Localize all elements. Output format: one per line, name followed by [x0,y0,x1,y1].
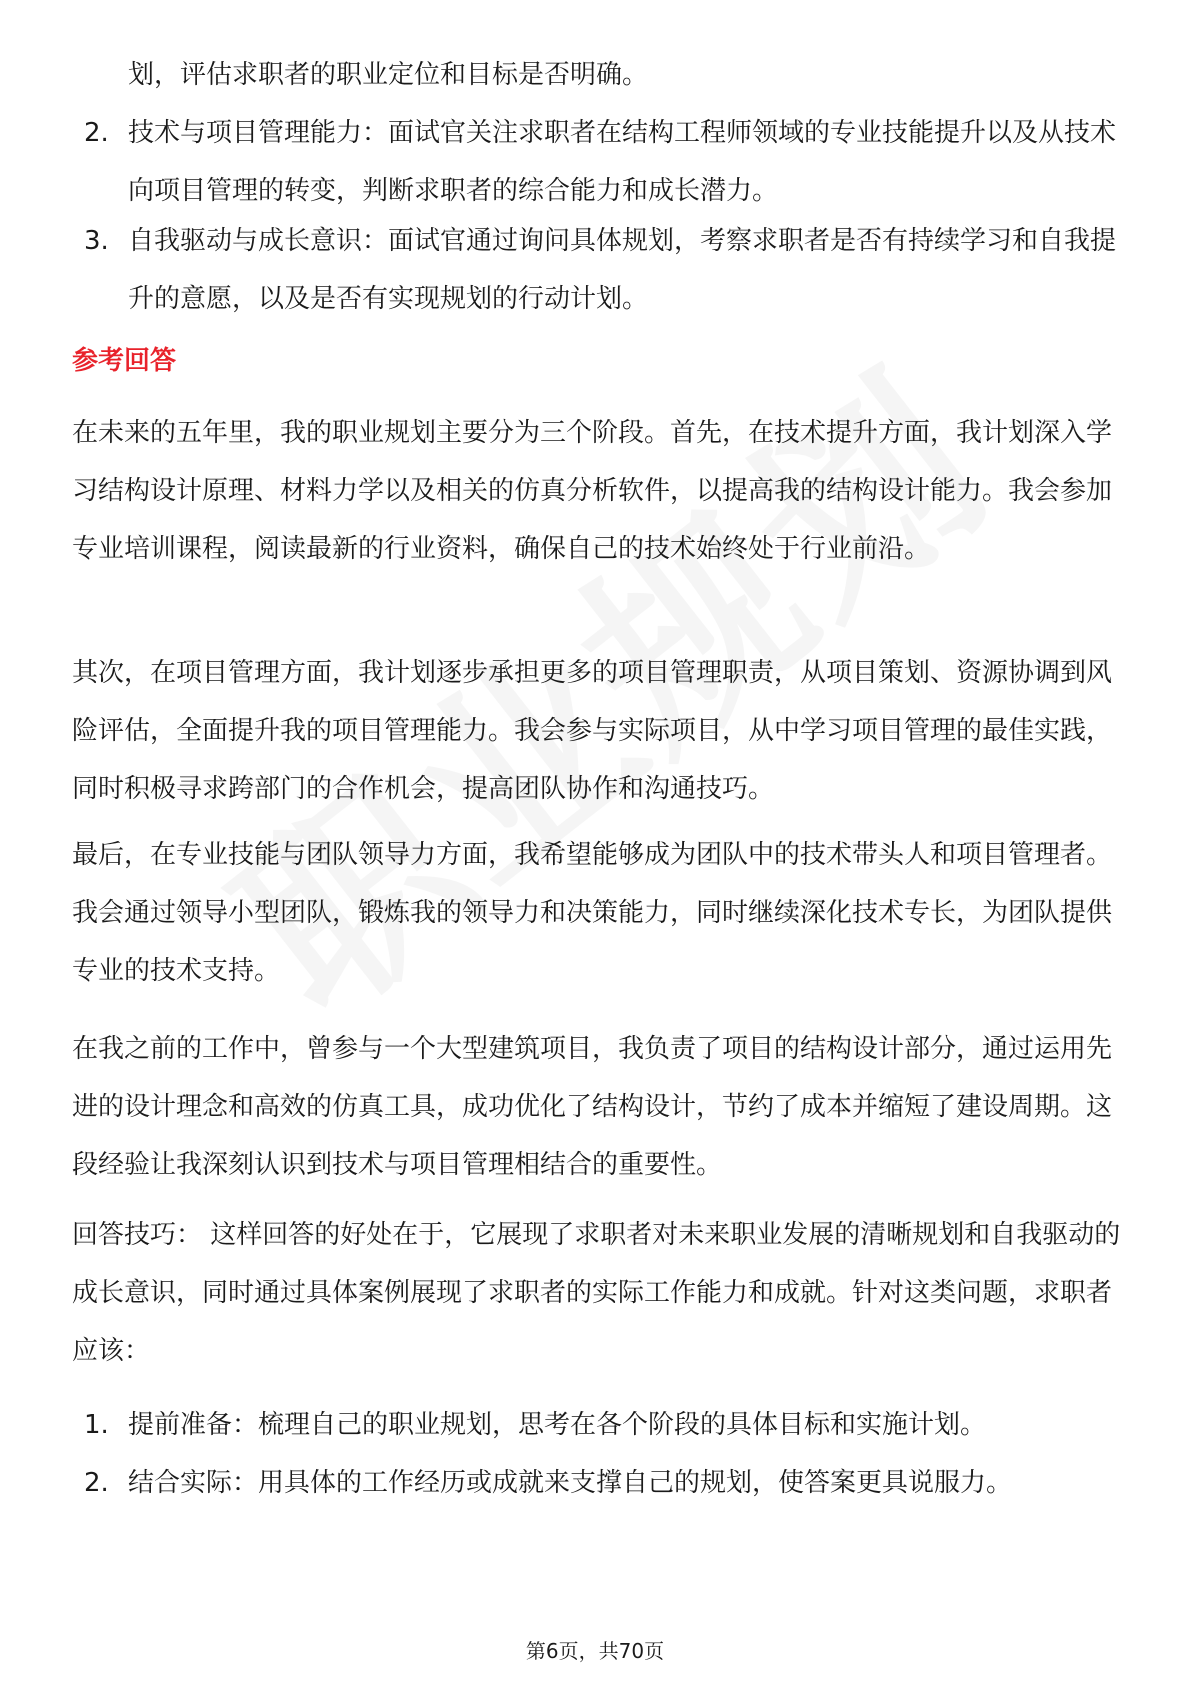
answer-paragraph: 最后，在专业技能与团队领导力方面，我希望能够成为团队中的技术带头人和项目管理者。我会通过领导小型团队，锻炼我的领导力和决策能力，同时继续深化技术专长，为团队提供专业的技术支持。 [72,840,1113,986]
answer-paragraph: 在我之前的工作中，曾参与一个大型建筑项目，我负责了项目的结构设计部分，通过运用先进的设计理念和高效的仿真工具，成功优化了结构设计，节约了成本并缩短了建设周期。这段经验让我深刻认识到技术与项目管理相结合的重要性。 [72,1034,1113,1180]
list-text: 结合实际：用具体的工作经历或成就来支撑自己的规划，使答案更具说服力。 [128,1468,1013,1498]
list-item [84,212,1128,328]
answer-paragraph: 在未来的五年里，我的职业规划主要分为三个阶段。首先，在技术提升方面，我计划深入学习结构设计原理、材料力学以及相关的仿真分析软件，以提高我的结构设计能力。我会参加专业培训课程，阅读最新的行业资料，确保自己的技术始终处于行业前沿。 [72,418,1113,564]
list-text: 技术与项目管理能力：面试官关注求职者在结构工程师领域的专业技能提升以及从技术向项目管理的转变，判断求职者的综合能力和成长潜力。 [128,118,1117,206]
list-text: 自我驱动与成长意识：面试官通过询问具体规划，考察求职者是否有持续学习和自我提升的意愿，以及是否有实现规划的行动计划。 [128,226,1117,314]
list-item [84,104,1128,220]
list-item-continuation: 划，评估求职者的职业定位和目标是否明确。 [128,60,649,90]
answer-paragraph: 其次，在项目管理方面，我计划逐步承担更多的项目管理职责，从项目策划、资源协调到风险评估，全面提升我的项目管理能力。我会参与实际项目，从中学习项目管理的最佳实践，同时积极寻求跨部门的合作机会，提高团队协作和沟通技巧。 [72,658,1113,804]
list-item [84,1396,1128,1454]
list-number: 2. [84,118,109,148]
list-number: 3. [84,226,109,256]
tips-paragraph: 回答技巧： 这样回答的好处在于，它展现了求职者对未来职业发展的清晰规划和自我驱动的成长意识，同时通过具体案例展现了求职者的实际工作能力和成就。针对这类问题，求职者应该： [72,1220,1121,1366]
page-footer: 第6页，共70页 [525,1639,665,1663]
list-number: 1. [84,1410,109,1440]
list-text: 提前准备：梳理自己的职业规划，思考在各个阶段的具体目标和实施计划。 [128,1410,987,1440]
list-number: 2. [84,1468,109,1498]
list-item [84,1454,1128,1512]
section-heading: 参考回答 [72,346,177,376]
